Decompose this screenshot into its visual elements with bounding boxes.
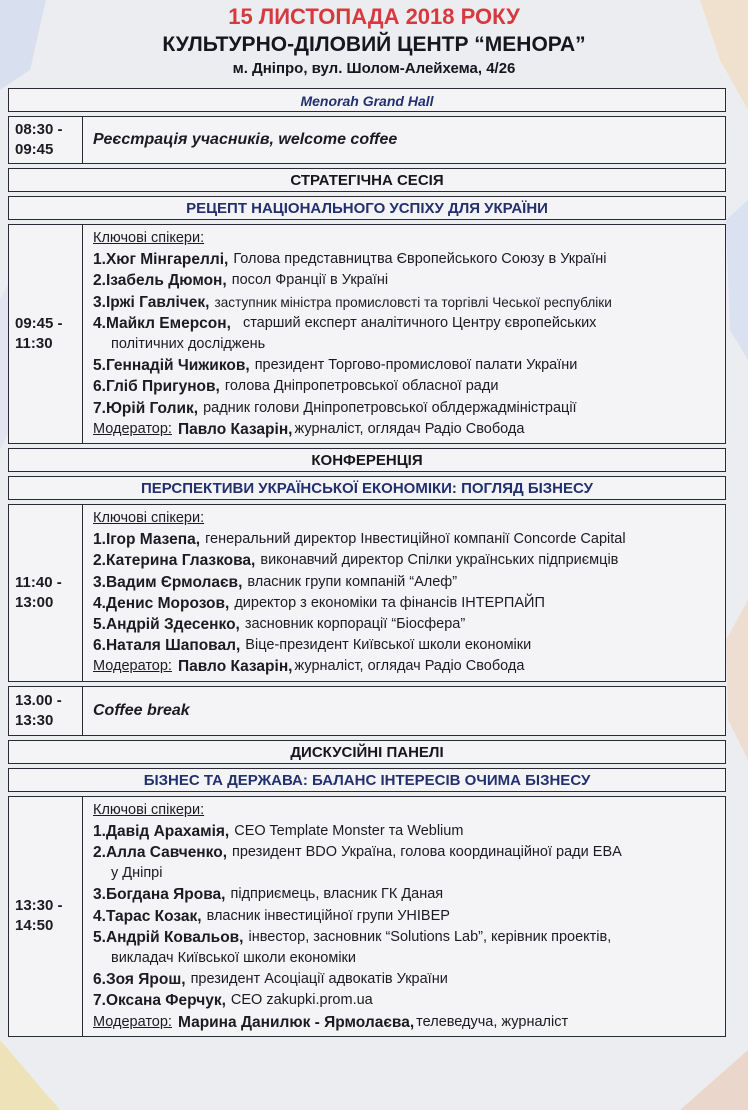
- schedule-table: [8, 88, 726, 1037]
- coffee-break-text: Coffee break: [93, 702, 190, 720]
- speaker-item: 6. Гліб Пригунов, голова Дніпропетровської обласної ради: [93, 378, 499, 396]
- coffee-break-row: [8, 686, 726, 736]
- keynote-label: Ключові спікери:: [93, 510, 205, 527]
- speaker-item: 1. Ігор Мазепа, генеральний директор Інвестиційної компанії Concorde Capital: [93, 531, 626, 549]
- session-label: СТРАТЕГІЧНА СЕСІЯ: [8, 168, 726, 192]
- event-header: [0, 0, 748, 77]
- speaker-item: 2. Катерина Глазкова, виконавчий директор Спілки українських підприємців: [93, 552, 619, 570]
- moderator: Модератор: Павло Казарін, журналіст, оглядач Радіо Свобода: [93, 420, 525, 438]
- session-label: ДИСКУСІЙНІ ПАНЕЛІ: [8, 740, 726, 764]
- session-block-2: [8, 504, 726, 682]
- session-block-1: [8, 224, 726, 444]
- speaker-item: 3. Богдана Ярова, підприємець, власник ГК Даная: [93, 886, 444, 904]
- keynote-label: Ключові спікери:: [93, 230, 205, 246]
- speaker-item: 6. Наталя Шаповал, Віце-президент Київської школи економіки: [93, 637, 532, 655]
- time-cell: 13:30 - 14:50: [9, 797, 83, 1036]
- time-cell: 09:45 - 11:30: [9, 225, 83, 443]
- speaker-item: 7. Юрій Голик, радник голови Дніпропетровської облдержадміністрації: [93, 399, 577, 417]
- time-cell: 08:30 - 09:45: [9, 117, 83, 163]
- speakers-list: [83, 505, 725, 681]
- session-title: РЕЦЕПТ НАЦІОНАЛЬНОГО УСПІХУ ДЛЯ УКРАЇНИ: [8, 196, 726, 220]
- speaker-item: 1. Хюг Мінгареллі, Голова представництва Європейського Союзу в Україні: [93, 251, 607, 269]
- speaker-title-continued: викладач Київської школи економіки: [111, 950, 356, 967]
- session-title: ПЕРСПЕКТИВИ УКРАЇНСЬКОЇ ЕКОНОМІКИ: ПОГЛЯД БІЗНЕСУ: [8, 476, 726, 500]
- moderator: Модератор: Марина Данилюк - Ярмолаєва, телеведуча, журналіст: [93, 1013, 569, 1031]
- speaker-item: 2. Ізабель Дюмон, посол Франції в Україні: [93, 272, 389, 290]
- time-cell: 13.00 - 13:30: [9, 687, 83, 735]
- speaker-item: 2. Алла Савченко, президент BDO Україна, голова координаційної ради EBA: [93, 844, 622, 862]
- speakers-list: [83, 225, 725, 443]
- session-label: КОНФЕРЕНЦІЯ: [8, 448, 726, 472]
- speaker-item: 3. Вадим Єрмолаєв, власник групи компаній “Алеф”: [93, 573, 458, 591]
- speaker-item: 6. Зоя Ярош, президент Асоціації адвокатів України: [93, 971, 448, 989]
- speaker-item: 4. Денис Морозов, директор з економіки та фінансів ІНТЕРПАЙП: [93, 594, 545, 612]
- keynote-label: Ключові спікери:: [93, 801, 205, 818]
- registration-text: Реєстрація учасників, welcome coffee: [93, 131, 398, 149]
- registration-row: [8, 116, 726, 164]
- speakers-list: [83, 797, 725, 1036]
- speaker-item: 1. Давід Арахамія, CEO Template Monster та Weblium: [93, 822, 464, 840]
- time-cell: 11:40 - 13:00: [9, 505, 83, 681]
- speaker-item: 5. Андрій Ковальов, інвестор, засновник “Solutions Lab”, керівник проектів,: [93, 928, 612, 946]
- speaker-item: 3. Іржі Гавлічек, заступник міністра промисловсті та торгівлі Чеської республіки: [93, 293, 612, 311]
- speaker-item: 5. Геннадій Чижиков, президент Торгово-промислової палати України: [93, 357, 578, 375]
- event-venue: КУЛЬТУРНО-ДІЛОВИЙ ЦЕНТР “МЕНОРА”: [162, 33, 586, 56]
- session-block-3: [8, 796, 726, 1037]
- hall-name: Menorah Grand Hall: [8, 88, 726, 112]
- speaker-title-continued: політичних досліджень: [111, 336, 266, 353]
- speaker-item: 5. Андрій Здесенко, засновник корпорації “Біосфера”: [93, 616, 466, 634]
- event-date: 15 ЛИСТОПАДА 2018 РОКУ: [228, 4, 520, 29]
- session-title: БІЗНЕС ТА ДЕРЖАВА: БАЛАНС ІНТЕРЕСІВ ОЧИМА БІЗНЕСУ: [8, 768, 726, 792]
- speaker-item: 4. Тарас Козак, власник інвестиційної групи УНІВЕР: [93, 907, 450, 925]
- speaker-item: 4. Майкл Емерсон, старший експерт аналітичного Центру європейських: [93, 314, 597, 332]
- moderator: Модератор: Павло Казарін, журналіст, оглядач Радіо Свобода: [93, 658, 525, 676]
- event-address: м. Дніпро, вул. Шолом-Алейхема, 4/26: [232, 60, 516, 77]
- speaker-title-continued: у Дніпрі: [111, 865, 163, 882]
- speaker-item: 7. Оксана Ферчук, CEO zakupki.prom.ua: [93, 992, 373, 1010]
